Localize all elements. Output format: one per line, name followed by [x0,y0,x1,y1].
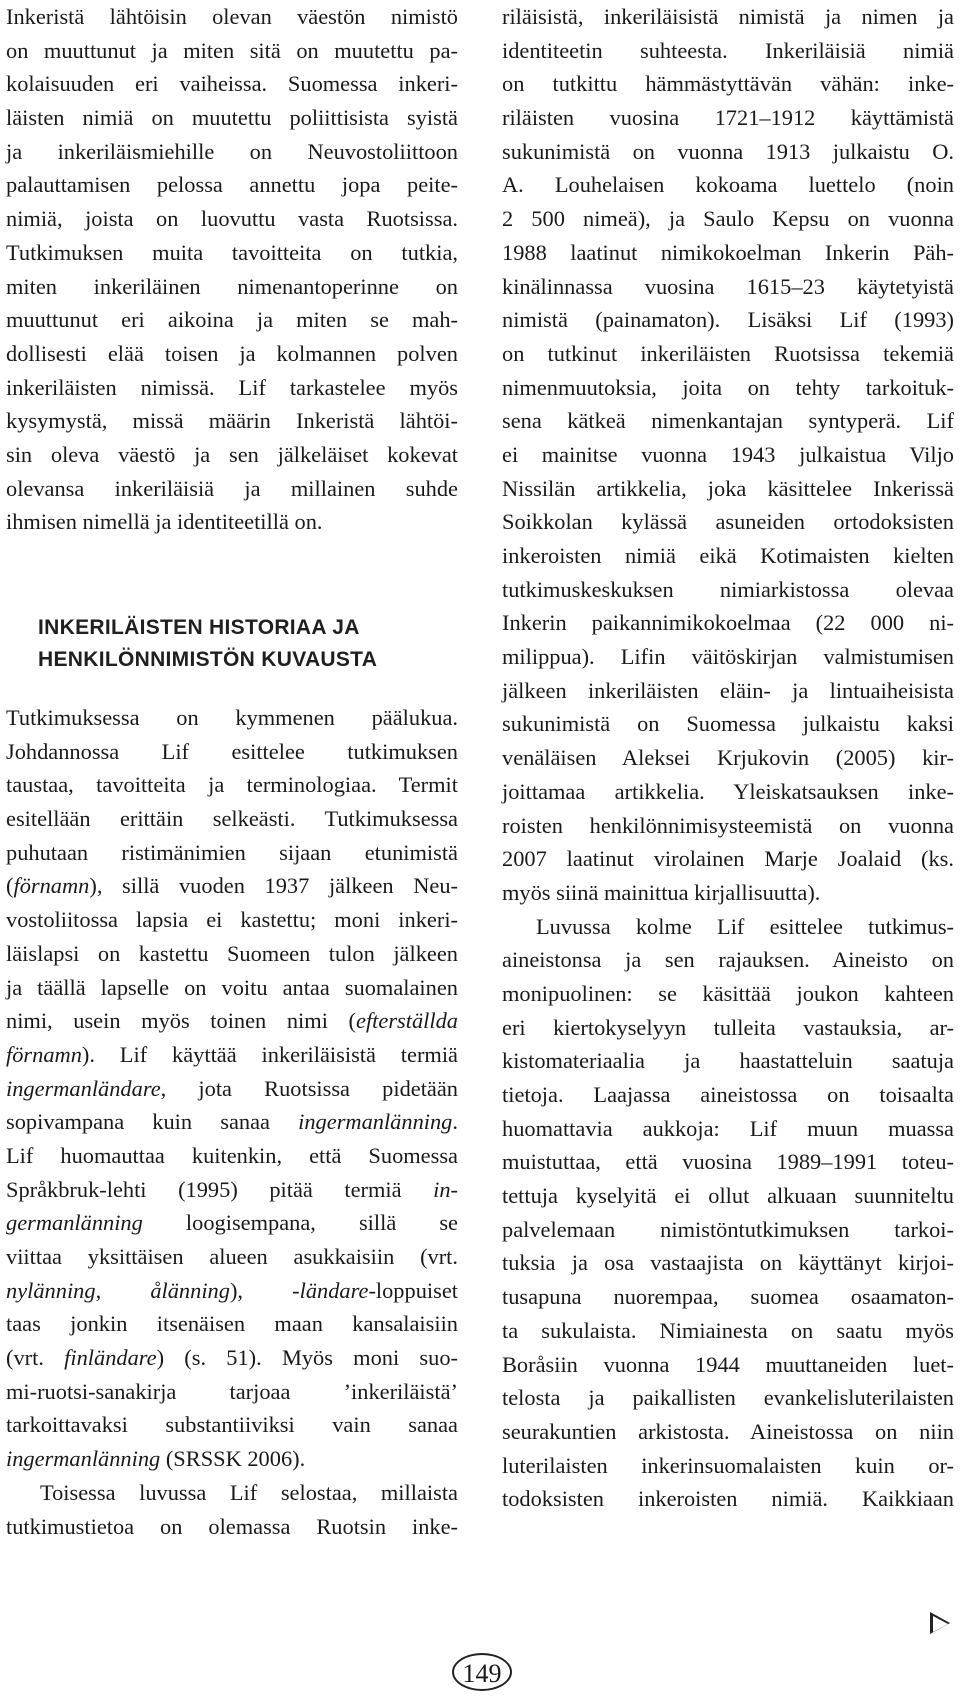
text-line: Inkerin paikannimikokoelmaa (22 000 ni- [502,610,954,636]
text-line: luterilaisten inkerinsuomalaisten kuin or- [502,1452,954,1478]
text-line: on tutkittu hämmästyttävän vähän: inke- [502,71,954,97]
text-line: inkeroisten nimiä eikä Kotimaisten kielten [502,543,954,568]
text-line: germanlänning loogisempana, sillä se [6,1210,458,1236]
text-line: kistomateriaalia ja haastatteluin saatuja [502,1048,954,1074]
section-heading [38,612,458,676]
text-line: olevansa inkeriläisiä ja millainen suhde [6,475,458,501]
text-line: dollisesti elää toisen ja kolmannen polven [6,340,458,366]
text-line: ei mainitse vuonna 1943 julkaistua Viljo [502,441,954,467]
text-line: Boråsiin vuonna 1944 muuttaneiden luet- [502,1351,954,1377]
text-line: tutkimuskeskuksen nimiarkistossa olevaa [502,576,954,602]
text-line: monipuolinen: se käsittää joukon kahteen [502,980,954,1006]
text-line: ihmisen nimellä ja identiteetillä on. [6,509,323,535]
paragraph-continued [6,0,458,539]
text-line: ingermanländare, jota Ruotsissa pidetään [6,1075,458,1101]
section-heading-line-2: HENKILÖNNIMISTÖN KUVAUSTA [38,648,378,671]
text-line: joittamaa artikkelia. Yleiskatsauksen inke- [502,778,954,804]
paragraph-chapter-three [502,910,954,1516]
text-line: riläisten vuosina 1721–1912 käyttämistä [502,105,954,131]
text-line: venäläisen Aleksei Krjukovin (2005) kir- [502,745,954,771]
text-line: seurakuntien arkistosta. Aineistossa on niin [502,1418,954,1444]
text-line: miten inkeriläinen nimenantoperinne on [6,273,458,299]
text-line: nylänning, ålänning), -ländare-loppuiset [6,1277,458,1303]
text-line: tietoja. Laajassa aineistossa on toisaalta [502,1082,954,1107]
text-line: Johdannossa Lif esittelee tutkimuksen [6,738,458,764]
text-line: mi-ruotsi-sanakirja tarjoaa ’inkeriläistä’ [6,1378,458,1404]
section-heading-line-1: INKERILÄISTEN HISTORIAA JA [38,616,360,639]
text-line: ta sukulaista. Nimiainesta on saatu myös [502,1317,954,1343]
paragraph-chapter-overview [6,701,458,1476]
text-line: huomattavia aukkoja: Lif muun muassa [502,1115,954,1141]
text-line: identiteetin suhteesta. Inkeriläisiä nimiä [502,37,954,63]
text-line: Inkeristä lähtöisin olevan väestön nimistö [6,4,458,29]
text-line: nimi, usein myös toinen nimi (efterställda [6,1008,458,1034]
text-line: sin oleva väestö ja sen jälkeläiset kokevat [6,441,458,467]
text-line: 2 500 nimeä), ja Saulo Kepsu on vuonna [502,206,954,232]
text-line: tutkimustietoa on olemassa Ruotsin inke- [6,1513,458,1539]
text-line: palauttamisen pelossa annettu jopa peite- [6,172,458,198]
text-line: ja täällä lapselle on voitu antaa suomalainen [6,974,458,1000]
text-line: esitellään erittäin selkeästi. Tutkimuksessa [6,806,458,832]
left-column [6,0,458,539]
text-line: on tutkinut inkeriläisten Ruotsissa tekemiä [502,340,954,366]
text-line: jälkeen inkeriläisten eläin- ja lintuaiheisista [502,677,954,703]
text-line: ja inkeriläismiehille on Neuvostoliittoon [6,138,458,164]
text-line: förnamn). Lif käyttää inkeriläisistä termiä [6,1041,458,1067]
text-line: 1988 laatinut nimikokoelman Inkerin Päh- [502,239,954,265]
text-line: aineistonsa ja sen rajauksen. Aineisto on [502,947,954,973]
text-line: Luvussa kolme Lif esittelee tutkimus- [536,913,954,939]
text-line: tuksia ja osa vastaajista on käyttänyt kirjoi- [502,1250,954,1276]
text-line: inkeriläisten nimissä. Lif tarkastelee myös [6,374,458,400]
text-line: Tutkimuksessa on kymmenen päälukua. [6,705,458,730]
text-line: A. Louhelaisen kokoama luettelo (noin [502,172,954,198]
text-line: Soikkolan kylässä asuneiden ortodoksisten [502,509,954,535]
text-line: muistuttaa, että vuosina 1989–1991 toteu- [502,1149,954,1175]
text-line: 2007 laatinut virolainen Marje Joalaid (ks. [502,846,954,872]
text-line: todoksisten inkeroisten nimiä. Kaikkiaan [502,1486,954,1512]
text-line: nimenmuutoksia, joita on tehty tarkoituk- [502,374,954,400]
text-line: viittaa yksittäisen alueen asukkaisiin (vrt. [6,1244,458,1269]
text-line: nimistä (painamaton). Lisäksi Lif (1993) [502,307,954,333]
text-line: on muuttunut ja miten sitä on muutettu pa- [6,37,458,63]
text-line: läislapsi on kastettu Suomeen tulon jälkeen [6,940,458,966]
text-line: Språkbruk-lehti (1995) pitää termiä in- [6,1176,458,1202]
text-line: telosta ja paikallisten evankelisluterilaisten [502,1385,954,1411]
paragraph-research-history [502,0,954,910]
text-line: roisten henkilönnimisysteemistä on vuonna [502,812,954,838]
text-line: Toisessa luvussa Lif selostaa, millaista [40,1479,458,1505]
text-line: myös siinä mainittua kirjallisuutta). [502,879,821,905]
text-line: palvelemaan nimistöntutkimuksen tarkoi- [502,1216,954,1242]
text-line: nimiä, joista on luovuttu vasta Ruotsissa. [6,206,458,232]
text-line: tusapuna nuorempaa, suomea osaamaton- [502,1284,954,1310]
continue-arrow-icon-inner [933,1616,948,1632]
text-line: Tutkimuksen muita tavoitteita on tutkia, [6,239,458,265]
text-line: puhutaan ristimänimien sijaan etunimistä [6,839,458,865]
text-line: (vrt. finländare) (s. 51). Myös moni suo- [6,1345,458,1371]
text-line: kolaisuuden eri vaiheissa. Suomessa inkeri- [6,71,458,97]
text-line: sukunimistä on vuonna 1913 julkaistu O. [502,138,954,164]
right-column [502,0,954,1516]
text-line: riläisistä, inkeriläisistä nimistä ja nimen ja [502,4,954,29]
text-line: eri kiertokyselyyn tulleita vastauksia, ar- [502,1014,954,1040]
text-line: tettuja kyselyitä ei ollut alkuaan suunniteltu [502,1183,954,1209]
text-line: milippua). Lifin väitöskirjan valmistumisen [502,644,954,670]
text-line: kysymystä, missä määrin Inkeristä lähtöi- [6,408,458,434]
text-line: Nissilän artikkelia, joka käsittelee Inkerissä [502,475,954,501]
text-line: taas jonkin itsenäisen maan kansalaisiin [6,1311,458,1337]
text-line: läisten nimiä on muutettu poliittisista syistä [6,105,458,131]
text-line: muuttunut eri aikoina ja miten se mah- [6,307,458,333]
left-column-body [6,701,458,1543]
page-number: 149 [452,1653,512,1691]
paragraph-chapter-two [6,1476,458,1543]
text-line: sopivampana kuin sanaa ingermanlänning. [6,1109,458,1135]
text-line: sukunimistä on Suomessa julkaistu kaksi [502,711,954,737]
text-line: (förnamn), sillä vuoden 1937 jälkeen Neu- [6,873,458,899]
text-line: tarkoittavaksi substantiiviksi vain sanaa [6,1412,458,1438]
text-line: kinälinnassa vuosina 1615–23 käytetyistä [502,273,954,299]
text-line: ingermanlänning (SRSSK 2006). [6,1446,306,1472]
text-line: sena kätkeä nimenkantajan syntyperä. Lif [502,408,954,434]
text-line: vostoliitossa lapsia ei kastettu; moni inkeri- [6,907,458,933]
text-line: Lif huomauttaa kuitenkin, että Suomessa [6,1142,458,1168]
text-line: taustaa, tavoitteita ja terminologiaa. Termit [6,772,458,798]
